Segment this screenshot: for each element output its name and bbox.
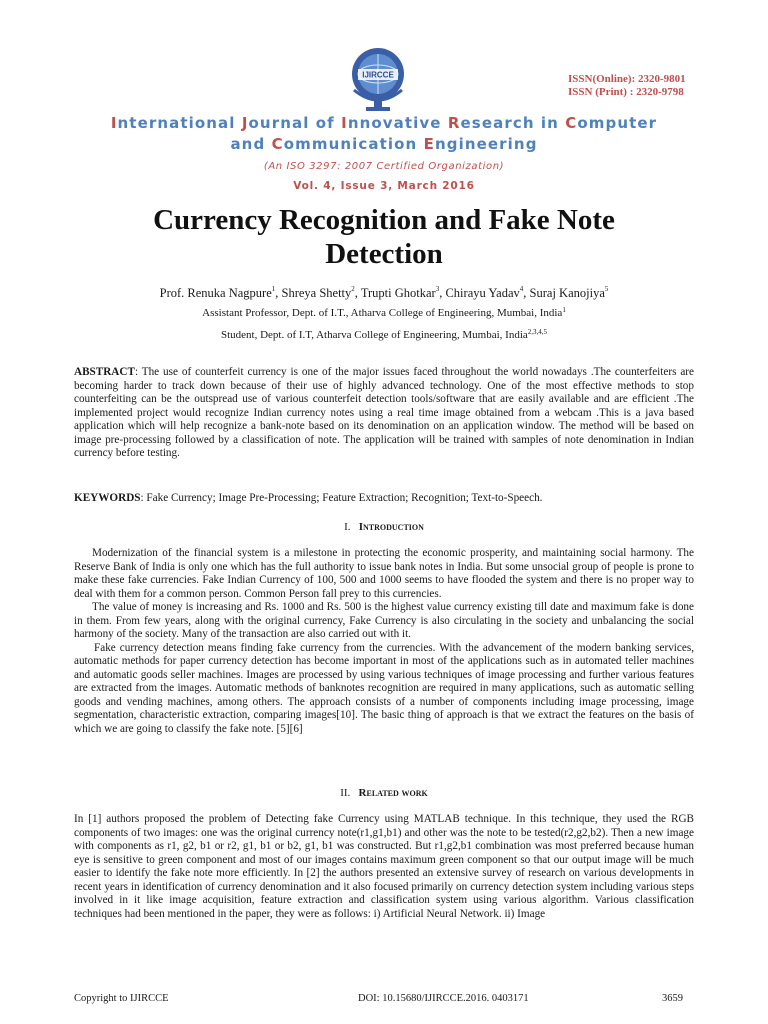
journal-word: ournal of bbox=[248, 114, 342, 132]
author-name: Chirayu Yadav bbox=[445, 286, 520, 300]
affiliation-2-text: Student, Dept. of I.T, Atharva College of Engineering, Mumbai, India bbox=[220, 329, 528, 341]
intro-paragraph-3: Fake currency detection means finding fake currency from the currencies. With the advancement of the modern banking services, automatic methods for paper currency detection has become important in most of the applications such as in automated teller machines and automatic goods seller machines. Images are processed by using various techniques of image processing and further various features are extracted from the images. Automatic methods of banknotes recognition are required in many applications, such as automatic selling goods and vending machines, among others. The approach consists of a number of components including image processing, image segmentation, characteristic extraction, comparing images[10]. The basic thing of approach is that we extract the features on the basis of which we are going to classify the fake note. [5][6] bbox=[74, 641, 694, 735]
journal-initial: C bbox=[271, 135, 284, 153]
volume-issue: Vol. 4, Issue 3, March 2016 bbox=[293, 180, 475, 192]
related-work-body bbox=[74, 813, 694, 921]
section2-number: II. bbox=[340, 787, 351, 799]
issn-block bbox=[568, 73, 686, 99]
author-sup: 1 bbox=[271, 285, 276, 293]
section-heading-introduction bbox=[0, 521, 768, 533]
footer-copyright: Copyright to IJIRCCE bbox=[74, 993, 169, 1004]
issn-print: ISSN (Print) : 2320-9798 bbox=[568, 86, 684, 98]
journal-word: omputer bbox=[577, 114, 658, 132]
author-sup: 2 bbox=[351, 285, 355, 293]
journal-initial: E bbox=[423, 135, 435, 153]
related-paragraph-1: In [1] authors proposed the problem of Detecting fake Currency using MATLAB technique. In this technique, they used the RGB components of two images: one was the original currency note(r1,g1,b1) and other was the note to be tested(r2,g2,b2). Then a new image with components as r1, g2, b1 or r2, g1, b1 or b2, g1, b1 was constructed. But r1,g2,b1 combination was most preferred because human eye is sensitive to green component and most of our images contains maximum green component so that our output image will be much easier to identify the fake note more efficiently. In [2] the authors presented an extensive survey of research on various developments in recent years in identification of currency denomination and it also focused primarily on currency detection system including various steps involved in it like image acquisition, feature extraction and classification system using various algorithm. Various classification techniques had been mentioned in the paper, they were as follows: i) Artificial Neural Network. ii) Image bbox=[74, 813, 694, 920]
author-name: Shreya Shetty bbox=[281, 286, 352, 300]
logo-text: IJIRCCE bbox=[362, 70, 394, 80]
author-name: Prof. Renuka Nagpure bbox=[159, 286, 272, 300]
section1-number: I. bbox=[344, 521, 351, 533]
journal-initial: J bbox=[241, 114, 249, 132]
affiliation-1-text: Assistant Professor, Dept. of I.T., Atharva College of Engineering, Mumbai, India bbox=[202, 307, 563, 319]
journal-initial: I bbox=[110, 114, 118, 132]
abstract bbox=[74, 366, 694, 461]
section-heading-related-work bbox=[0, 787, 768, 799]
journal-initial: I bbox=[341, 114, 348, 132]
keywords bbox=[74, 492, 694, 506]
paper-title bbox=[0, 203, 768, 271]
journal-name-line1 bbox=[0, 113, 768, 134]
author-sup: 5 bbox=[604, 285, 609, 293]
journal-logo bbox=[344, 44, 412, 114]
section2-title: Related work bbox=[358, 787, 428, 799]
footer-doi: DOI: 10.15680/IJIRCCE.2016. 0403171 bbox=[358, 993, 529, 1004]
abstract-text: : The use of counterfeit currency is one of the major issues faced throughout the world nowadays .The counterfeiters are becoming harder to track down because of their use of highly advanced technology. One of the most effective methods to stop counterfeiting can be the outspread use of various counterfeit detection tools/software that are easily available and are efficient .The implemented project would recognize Indian currency notes using a real time image obtained from a webcam .This is a java based application which will help recognize a bank-note based on its denomination on an application window. The method will be based on image pre-processing followed by a classification of note. The application will be trained with samples of note denomination in Indian currency before testing. bbox=[74, 366, 694, 459]
keywords-text: : Fake Currency; Image Pre-Processing; Feature Extraction; Recognition; Text-to-Speech. bbox=[140, 492, 543, 504]
affiliation-2-sup: 2,3,4,5 bbox=[527, 328, 548, 336]
journal-name-line2 bbox=[0, 134, 768, 155]
iso-certification: (An ISO 3297: 2007 Certified Organization) bbox=[263, 161, 505, 172]
author-sup: 4 bbox=[519, 285, 524, 293]
intro-paragraph-1: Modernization of the financial system is a milestone in protecting the economic prosperity, and maintaining social harmony. The Reserve Bank of India is only one which has the full authority to issue bank notes in India. But some unsocial group of people is prone to make these fake currencies. Fake Indian Currency of 100, 500 and 1000 seems to have flooded the system and there is no proper way to deal with them for a common person. Common Person fall prey to this currencies. bbox=[74, 547, 694, 600]
author-name: Suraj Kanojiya bbox=[529, 286, 605, 300]
abstract-label: ABSTRACT bbox=[74, 366, 135, 378]
journal-name bbox=[0, 113, 768, 155]
journal-word: ngineering bbox=[435, 135, 538, 153]
journal-word: nnovative bbox=[347, 114, 448, 132]
issn-online: ISSN(Online): 2320-9801 bbox=[568, 73, 686, 85]
paper-title-line2: Detection bbox=[325, 238, 443, 270]
footer-page-number: 3659 bbox=[662, 993, 683, 1004]
author-list: Prof. Renuka Nagpure$^1$, Shreya Shetty$^2$, Trupti Ghotkar$^3$, Chirayu Yadav$^4$, Suraj Kanojiya$^5$ bbox=[159, 285, 609, 300]
introduction-body bbox=[74, 547, 694, 736]
section1-title: Introduction bbox=[358, 521, 424, 533]
journal-word: and bbox=[230, 135, 272, 153]
affiliation-1 bbox=[0, 307, 768, 319]
journal-word: esearch in bbox=[460, 114, 566, 132]
author-sup: 3 bbox=[435, 285, 440, 293]
keywords-label: KEYWORDS bbox=[74, 492, 141, 504]
author-name: Trupti Ghotkar bbox=[360, 286, 436, 300]
affiliation-1-sup: 1 bbox=[562, 306, 566, 314]
paper-title-line1: Currency Recognition and Fake Note bbox=[153, 204, 615, 236]
journal-initial: R bbox=[447, 114, 461, 132]
affiliation-2 bbox=[0, 329, 768, 341]
journal-word: ommunication bbox=[283, 135, 424, 153]
journal-word: nternational bbox=[117, 114, 242, 132]
intro-paragraph-2: The value of money is increasing and Rs. 1000 and Rs. 500 is the highest value currency existing till date and maximum fake is done in them. From few years, along with the original currency, Fake Currency is also circulating in the society and unbalancing the social harmony of the society. Many of the transaction are also carried out with it. bbox=[74, 601, 694, 640]
journal-initial: C bbox=[565, 114, 578, 132]
